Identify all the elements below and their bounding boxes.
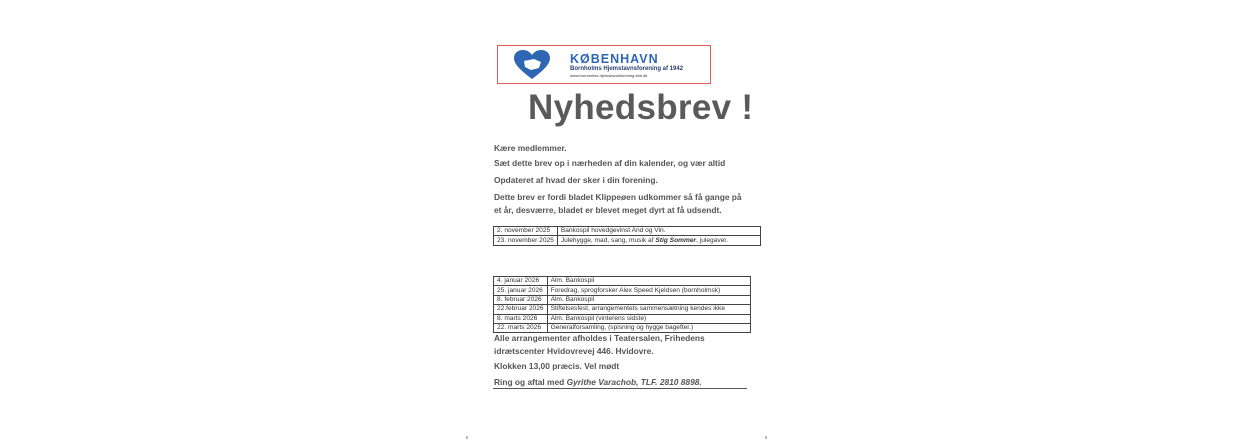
table-row [494, 305, 751, 314]
events-table-2025 [493, 226, 761, 246]
intro-line-4: et år, desværre, bladet er blevet meget dyrt at få udsendt. [494, 205, 722, 215]
event-date: 8. marts 2026 [494, 314, 548, 323]
event-date: 8. februar 2026 [494, 295, 548, 304]
time-line: Klokken 13,00 præcis. Vel mødt [494, 361, 620, 371]
contact-person: Gyrithe Varachob, TLF. 2810 8898. [566, 377, 702, 387]
intro-line-3: Dette brev er fordi bladet Klippeøen udkommer så få gange på [494, 192, 742, 202]
logo-subtitle: Bornholms Hjemstavnsforening af 1942 [570, 66, 684, 72]
event-date: 4. januar 2026 [494, 277, 548, 286]
events-table-2026 [493, 276, 751, 333]
event-date: 22.februar 2026 [494, 305, 548, 314]
table-row [494, 314, 751, 323]
event-date: 23. november 2025 [494, 236, 558, 245]
event-date: 22. marts 2026 [494, 323, 548, 332]
table-row [494, 286, 751, 295]
logo-url: www.bornholms-hjemstavnsforening-kbh.dk [570, 73, 648, 78]
venue-line-1: Alle arrangementer afholdes i Teatersalen, Frihedens [494, 333, 705, 343]
table-row [494, 295, 751, 304]
table-row [494, 277, 751, 286]
scan-mark [466, 436, 468, 439]
association-logo [497, 45, 711, 84]
event-text: Julehygge, mad, sang, musik af [560, 236, 656, 244]
event-description: Bankospil hovedgevinst And og Vin. [557, 227, 760, 236]
venue-line-2: idrætscenter Hvidovrevej 446. Hvidovre. [494, 346, 654, 356]
intro-line-1: Sæt dette brev op i nærheden af din kalender, og vær altid [494, 158, 726, 168]
greeting: Kære medlemmer. [494, 143, 567, 153]
table-row [494, 323, 751, 332]
page-title: Nyhedsbrev ! [528, 88, 754, 127]
event-description: Alm. Bankospil [547, 295, 750, 304]
event-date: 25. januar 2026 [494, 286, 548, 295]
intro-line-2: Opdateret af hvad der sker i din forening. [494, 175, 658, 185]
event-description: Alm. Bankospil (vinterens sidste) [547, 314, 750, 323]
event-date: 2. november 2025 [494, 227, 558, 236]
event-description: Stiftelsesfest, arrangementets sammensætning kendes ikke [547, 305, 750, 314]
event-text-suffix: , julegaver. [696, 236, 728, 244]
logo-title: KØBENHAVN [570, 52, 659, 66]
event-description: Generalforsamling, (spisning og hygge bagefter.) [547, 323, 750, 332]
performer-name: Stig Sommer [655, 236, 697, 244]
event-description: Alm. Bankospil [547, 277, 750, 286]
table-row [494, 227, 761, 236]
contact-text: Ring og aftal med [494, 377, 567, 387]
event-description: Foredrag, sprogforsker Alex Speed Kjeldsen (bornholmsk) [547, 286, 750, 295]
event-description [557, 236, 760, 245]
divider [493, 388, 747, 389]
table-row [494, 236, 761, 245]
contact-line [494, 377, 702, 387]
scan-mark [765, 436, 767, 439]
heart-island-icon [512, 50, 552, 80]
